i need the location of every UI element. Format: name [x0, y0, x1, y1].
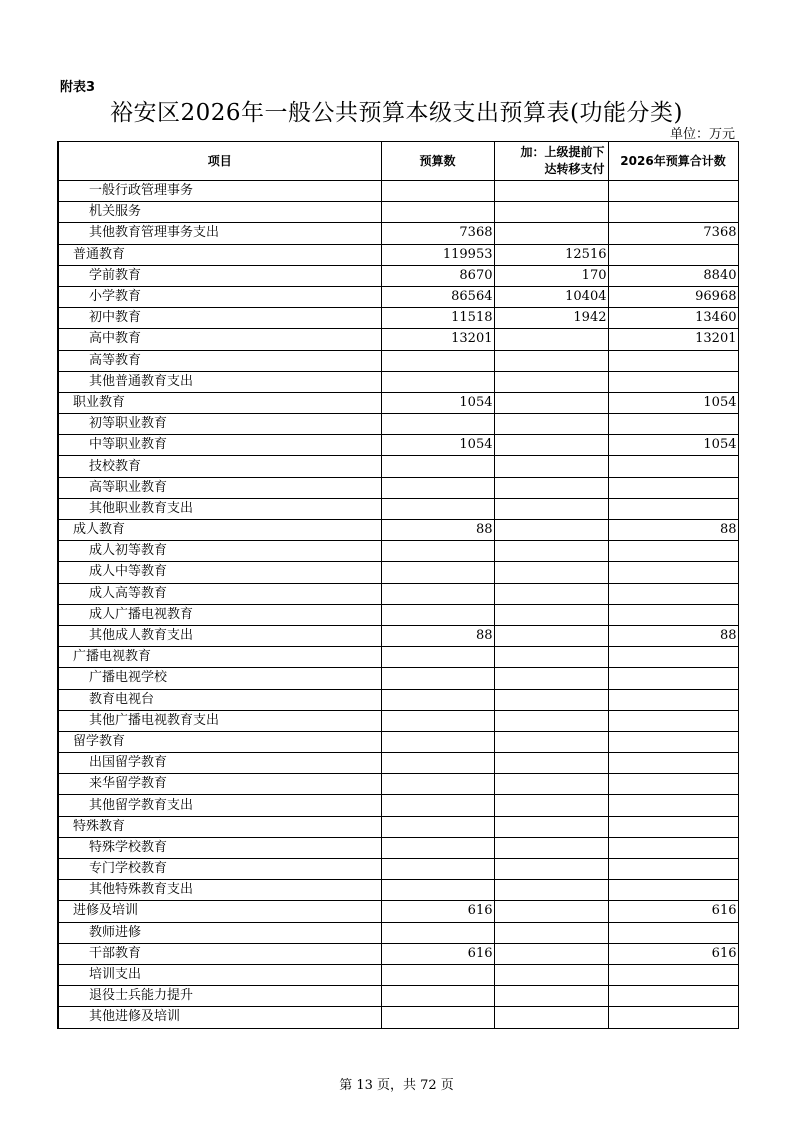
table-row: [58, 647, 738, 668]
row-transfer-value: [494, 477, 608, 498]
row-budget-value: 88: [381, 520, 494, 541]
table-row: [58, 414, 738, 435]
row-item-name: 进修及培训: [58, 901, 381, 922]
row-total-value: [608, 1007, 738, 1028]
row-budget-value: [381, 498, 494, 519]
row-total-value: [608, 880, 738, 901]
row-total-value: [608, 604, 738, 625]
row-total-value: [608, 689, 738, 710]
row-item-name: 其他普通教育支出: [58, 371, 381, 392]
row-transfer-value: [494, 986, 608, 1007]
table-row: [58, 964, 738, 985]
row-total-value: [608, 181, 738, 202]
row-total-value: 88: [608, 520, 738, 541]
row-item-name: 其他成人教育支出: [58, 625, 381, 646]
row-item-name: 成人中等教育: [58, 562, 381, 583]
table-row: [58, 604, 738, 625]
row-transfer-value: [494, 880, 608, 901]
row-total-value: 96968: [608, 286, 738, 307]
row-transfer-value: [494, 562, 608, 583]
row-budget-value: 1054: [381, 392, 494, 413]
row-transfer-value: [494, 795, 608, 816]
row-item-name: 其他职业教育支出: [58, 498, 381, 519]
row-budget-value: 616: [381, 901, 494, 922]
row-total-value: [608, 350, 738, 371]
row-budget-value: [381, 689, 494, 710]
row-transfer-value: [494, 901, 608, 922]
row-total-value: [608, 710, 738, 731]
row-budget-value: 88: [381, 625, 494, 646]
row-item-name: 技校教育: [58, 456, 381, 477]
row-total-value: [608, 562, 738, 583]
row-transfer-value: [494, 604, 608, 625]
row-budget-value: [381, 604, 494, 625]
row-transfer-value: [494, 922, 608, 943]
row-transfer-value: [494, 520, 608, 541]
table-row: [58, 562, 738, 583]
table-row: [58, 795, 738, 816]
row-transfer-value: [494, 329, 608, 350]
row-total-value: 616: [608, 943, 738, 964]
row-budget-value: 11518: [381, 308, 494, 329]
row-item-name: 普通教育: [58, 244, 381, 265]
row-transfer-value: [494, 668, 608, 689]
table-body: [58, 181, 738, 1029]
row-item-name: 其他进修及培训: [58, 1007, 381, 1028]
row-transfer-value: [494, 816, 608, 837]
table-row: [58, 392, 738, 413]
row-budget-value: [381, 986, 494, 1007]
row-item-name: 其他留学教育支出: [58, 795, 381, 816]
row-item-name: 退役士兵能力提升: [58, 986, 381, 1007]
row-total-value: [608, 753, 738, 774]
row-budget-value: [381, 710, 494, 731]
row-budget-value: [381, 562, 494, 583]
header-transfer-line1: 加：上级提前下: [520, 145, 605, 159]
row-total-value: [608, 498, 738, 519]
table-row: [58, 859, 738, 880]
row-transfer-value: [494, 647, 608, 668]
row-transfer-value: [494, 414, 608, 435]
row-item-name: 教育电视台: [58, 689, 381, 710]
row-total-value: [608, 668, 738, 689]
row-budget-value: 8670: [381, 265, 494, 286]
row-total-value: [608, 986, 738, 1007]
budget-table: [57, 141, 739, 1029]
row-transfer-value: [494, 435, 608, 456]
row-transfer-value: [494, 456, 608, 477]
header-total: 2026年预算合计数: [608, 142, 738, 181]
table-row: [58, 583, 738, 604]
row-item-name: 出国留学教育: [58, 753, 381, 774]
row-budget-value: 1054: [381, 435, 494, 456]
row-budget-value: [381, 414, 494, 435]
row-transfer-value: [494, 710, 608, 731]
row-budget-value: [381, 541, 494, 562]
row-total-value: [608, 859, 738, 880]
row-total-value: 7368: [608, 223, 738, 244]
row-transfer-value: [494, 202, 608, 223]
row-item-name: 成人高等教育: [58, 583, 381, 604]
row-total-value: 8840: [608, 265, 738, 286]
row-item-name: 职业教育: [58, 392, 381, 413]
row-total-value: [608, 244, 738, 265]
row-budget-value: [381, 371, 494, 392]
table-row: [58, 265, 738, 286]
row-budget-value: [381, 753, 494, 774]
row-item-name: 专门学校教育: [58, 859, 381, 880]
row-transfer-value: 10404: [494, 286, 608, 307]
unit-label: 单位：万元: [669, 127, 735, 142]
table-row: [58, 329, 738, 350]
row-budget-value: [381, 668, 494, 689]
row-budget-value: 13201: [381, 329, 494, 350]
header-budget: 预算数: [381, 142, 494, 181]
page-title: 裕安区2026年一般公共预算本级支出预算表(功能分类): [110, 100, 683, 126]
table-row: [58, 181, 738, 202]
row-item-name: 培训支出: [58, 964, 381, 985]
table-row: [58, 837, 738, 858]
row-transfer-value: [494, 689, 608, 710]
row-total-value: [608, 371, 738, 392]
row-budget-value: [381, 774, 494, 795]
page-footer: 第 13 页，共 72 页: [339, 1078, 454, 1093]
row-budget-value: 616: [381, 943, 494, 964]
row-item-name: 成人广播电视教育: [58, 604, 381, 625]
row-budget-value: [381, 837, 494, 858]
row-item-name: 广播电视学校: [58, 668, 381, 689]
table-row: [58, 456, 738, 477]
row-total-value: [608, 583, 738, 604]
row-transfer-value: [494, 774, 608, 795]
header-transfer-line2: 达转移支付: [544, 162, 605, 176]
table-row: [58, 435, 738, 456]
row-item-name: 高中教育: [58, 329, 381, 350]
table-row: [58, 625, 738, 646]
row-transfer-value: 12516: [494, 244, 608, 265]
table-row: [58, 371, 738, 392]
row-transfer-value: [494, 1007, 608, 1028]
table-row: [58, 520, 738, 541]
row-budget-value: [381, 456, 494, 477]
row-total-value: [608, 456, 738, 477]
table-row: [58, 689, 738, 710]
row-budget-value: [381, 477, 494, 498]
row-total-value: [608, 774, 738, 795]
table-row: [58, 286, 738, 307]
row-total-value: [608, 922, 738, 943]
row-total-value: [608, 414, 738, 435]
row-transfer-value: [494, 859, 608, 880]
table-row: [58, 731, 738, 752]
row-transfer-value: [494, 541, 608, 562]
row-transfer-value: [494, 223, 608, 244]
row-total-value: 616: [608, 901, 738, 922]
row-item-name: 特殊学校教育: [58, 837, 381, 858]
row-budget-value: 119953: [381, 244, 494, 265]
attachment-label: 附表3: [60, 80, 96, 95]
row-budget-value: [381, 795, 494, 816]
row-item-name: 机关服务: [58, 202, 381, 223]
row-total-value: [608, 731, 738, 752]
row-budget-value: [381, 583, 494, 604]
row-total-value: [608, 964, 738, 985]
row-total-value: [608, 795, 738, 816]
table-row: [58, 350, 738, 371]
row-total-value: [608, 816, 738, 837]
table-row: [58, 668, 738, 689]
row-budget-value: [381, 859, 494, 880]
table-row: [58, 710, 738, 731]
row-item-name: 留学教育: [58, 731, 381, 752]
row-budget-value: [381, 181, 494, 202]
table-row: [58, 880, 738, 901]
row-transfer-value: [494, 371, 608, 392]
row-budget-value: [381, 816, 494, 837]
table-row: [58, 774, 738, 795]
row-item-name: 小学教育: [58, 286, 381, 307]
table-header-row: [58, 142, 738, 181]
row-item-name: 特殊教育: [58, 816, 381, 837]
row-total-value: [608, 202, 738, 223]
row-budget-value: [381, 964, 494, 985]
row-transfer-value: [494, 753, 608, 774]
row-total-value: [608, 837, 738, 858]
table-row: [58, 753, 738, 774]
row-item-name: 其他教育管理事务支出: [58, 223, 381, 244]
table-row: [58, 816, 738, 837]
table-row: [58, 308, 738, 329]
row-item-name: 高等教育: [58, 350, 381, 371]
row-total-value: [608, 647, 738, 668]
row-transfer-value: 1942: [494, 308, 608, 329]
row-item-name: 初等职业教育: [58, 414, 381, 435]
row-item-name: 中等职业教育: [58, 435, 381, 456]
row-transfer-value: [494, 392, 608, 413]
table-row: [58, 986, 738, 1007]
row-total-value: 1054: [608, 392, 738, 413]
row-transfer-value: [494, 837, 608, 858]
row-item-name: 其他广播电视教育支出: [58, 710, 381, 731]
row-total-value: [608, 541, 738, 562]
row-budget-value: [381, 202, 494, 223]
row-total-value: 1054: [608, 435, 738, 456]
row-transfer-value: [494, 964, 608, 985]
table-row: [58, 498, 738, 519]
row-item-name: 成人教育: [58, 520, 381, 541]
row-total-value: 13460: [608, 308, 738, 329]
row-transfer-value: [494, 625, 608, 646]
table-row: [58, 202, 738, 223]
table-row: [58, 223, 738, 244]
row-budget-value: 7368: [381, 223, 494, 244]
row-item-name: 干部教育: [58, 943, 381, 964]
row-transfer-value: [494, 731, 608, 752]
row-budget-value: [381, 1007, 494, 1028]
table-row: [58, 541, 738, 562]
header-item: 项目: [58, 142, 381, 181]
row-transfer-value: [494, 583, 608, 604]
row-item-name: 成人初等教育: [58, 541, 381, 562]
row-transfer-value: [494, 943, 608, 964]
row-item-name: 初中教育: [58, 308, 381, 329]
row-total-value: 13201: [608, 329, 738, 350]
row-budget-value: 86564: [381, 286, 494, 307]
row-item-name: 高等职业教育: [58, 477, 381, 498]
table-row: [58, 922, 738, 943]
row-item-name: 其他特殊教育支出: [58, 880, 381, 901]
table-row: [58, 477, 738, 498]
row-budget-value: [381, 922, 494, 943]
row-item-name: 一般行政管理事务: [58, 181, 381, 202]
row-transfer-value: [494, 181, 608, 202]
row-item-name: 广播电视教育: [58, 647, 381, 668]
row-transfer-value: [494, 350, 608, 371]
row-budget-value: [381, 731, 494, 752]
table-row: [58, 244, 738, 265]
row-budget-value: [381, 647, 494, 668]
header-transfer: [494, 142, 608, 181]
row-budget-value: [381, 880, 494, 901]
table-row: [58, 1007, 738, 1028]
row-total-value: [608, 477, 738, 498]
row-item-name: 教师进修: [58, 922, 381, 943]
row-transfer-value: [494, 498, 608, 519]
row-item-name: 来华留学教育: [58, 774, 381, 795]
row-transfer-value: 170: [494, 265, 608, 286]
table-row: [58, 943, 738, 964]
row-item-name: 学前教育: [58, 265, 381, 286]
row-budget-value: [381, 350, 494, 371]
row-total-value: 88: [608, 625, 738, 646]
table-row: [58, 901, 738, 922]
